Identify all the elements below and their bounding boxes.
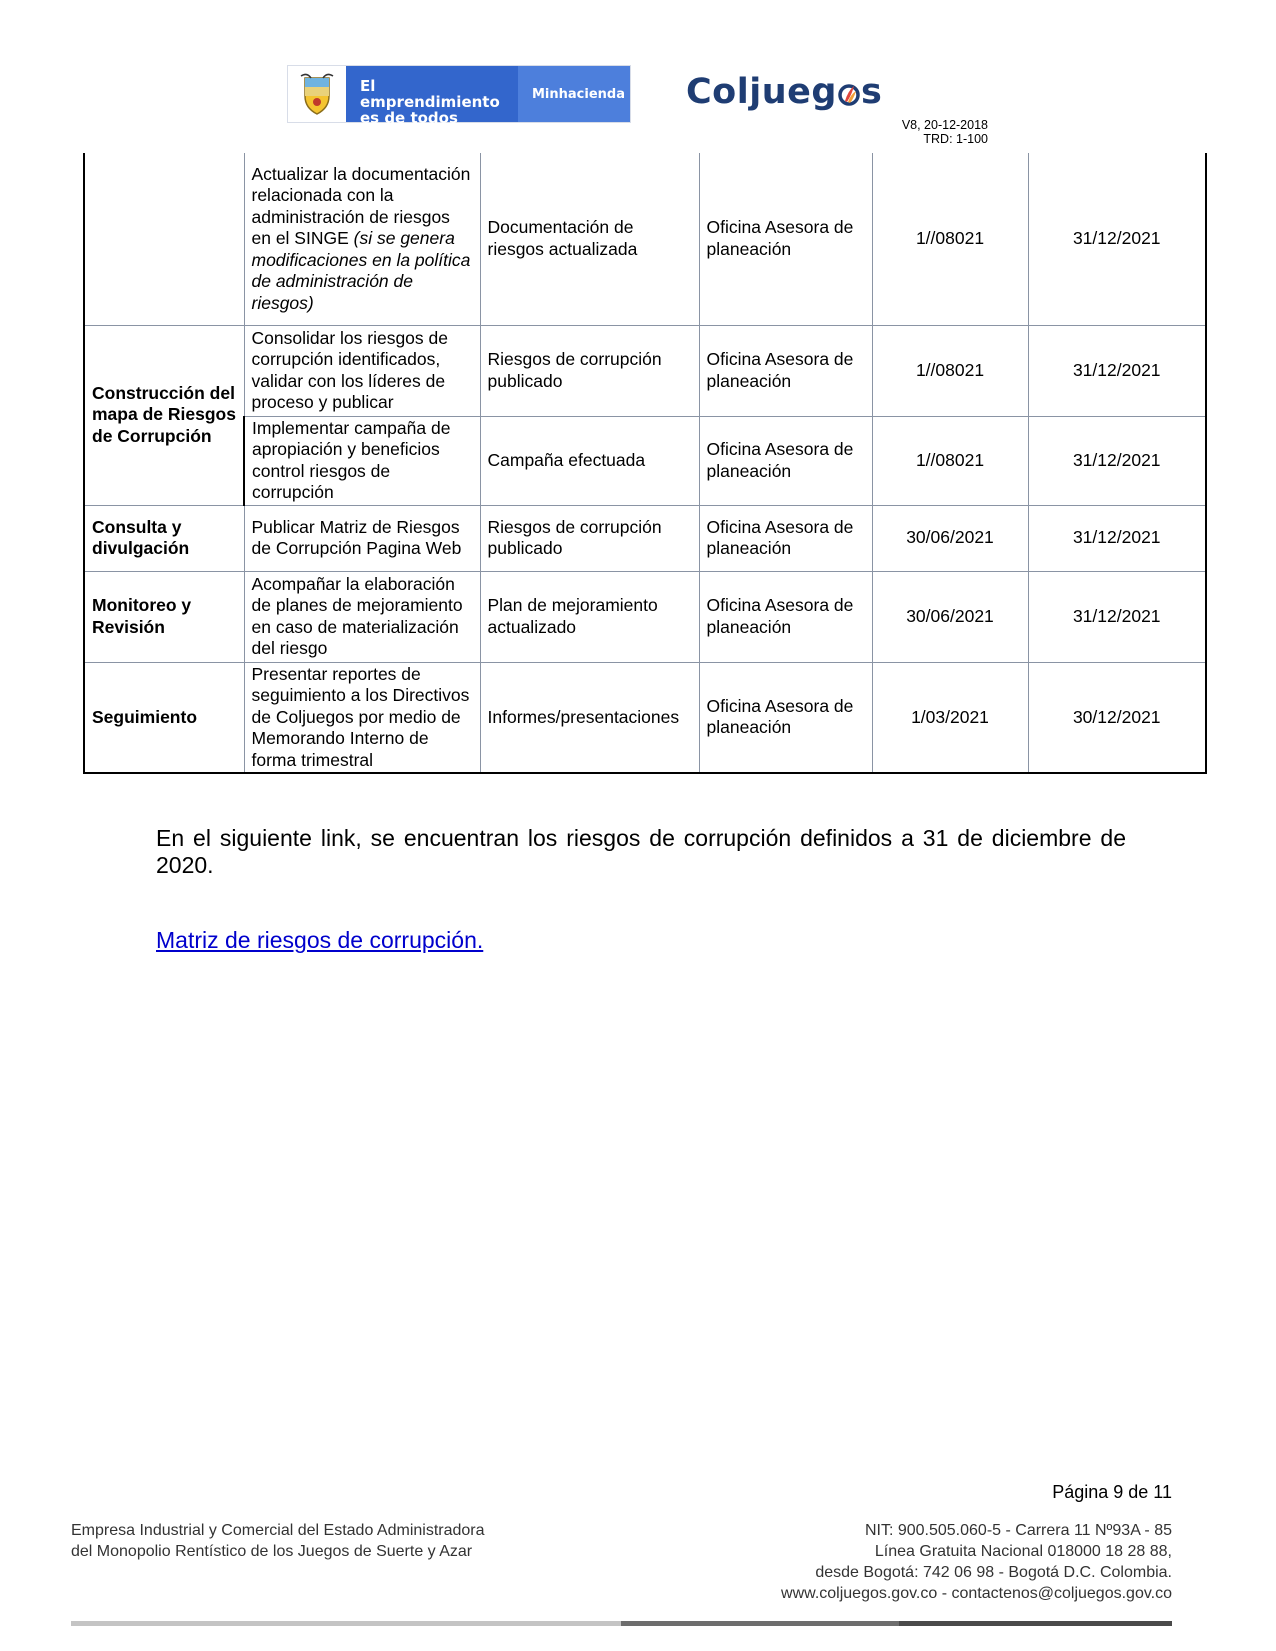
colombia-shield-icon xyxy=(288,66,346,122)
product-cell: Plan de mejoramiento actualizado xyxy=(480,571,699,662)
start-date-cell: 1//08021 xyxy=(872,416,1028,505)
product-cell: Riesgos de corrupción publicado xyxy=(480,325,699,416)
responsible-cell: Oficina Asesora de planeación xyxy=(699,571,872,662)
product-cell: Informes/presentaciones xyxy=(480,662,699,773)
activity-cell: Consolidar los riesgos de corrupción identificados, validar con los líderes de proceso y publicar xyxy=(244,325,480,416)
intro-paragraph: En el siguiente link, se encuentran los riesgos de corrupción definidos a 31 de diciembre de 2020. xyxy=(156,825,1126,878)
footer-divider xyxy=(71,1621,1172,1626)
table-row xyxy=(84,325,1206,416)
activity-cell: Publicar Matriz de Riesgos de Corrupción Pagina Web xyxy=(244,505,480,571)
activity-cell: Implementar campaña de apropiación y beneficios control riesgos de corrupción xyxy=(244,416,480,505)
responsible-cell: Oficina Asesora de planeación xyxy=(699,416,872,505)
start-date-cell: 30/06/2021 xyxy=(872,505,1028,571)
product-cell: Documentación de riesgos actualizada xyxy=(480,153,699,325)
end-date-cell: 31/12/2021 xyxy=(1028,505,1206,571)
stage-cell: Seguimiento xyxy=(84,662,244,773)
end-date-cell: 31/12/2021 xyxy=(1028,153,1206,325)
start-date-cell: 1/03/2021 xyxy=(872,662,1028,773)
responsible-cell: Oficina Asesora de planeación xyxy=(699,505,872,571)
risk-plan-table xyxy=(83,153,1207,774)
stage-cell: Consulta y divulgación xyxy=(84,505,244,571)
responsible-cell: Oficina Asesora de planeación xyxy=(699,153,872,325)
activity-cell: Presentar reportes de seguimiento a los Directivos de Coljuegos por medio de Memorando Interno de forma trimestral xyxy=(244,662,480,773)
table-row xyxy=(84,505,1206,571)
brand-flame-icon xyxy=(838,81,860,107)
end-date-cell: 31/12/2021 xyxy=(1028,571,1206,662)
ministry-label: Minhacienda xyxy=(518,66,630,122)
responsible-cell: Oficina Asesora de planeación xyxy=(699,325,872,416)
product-cell: Campaña efectuada xyxy=(480,416,699,505)
activity-cell: Acompañar la elaboración de planes de mejoramiento en caso de materialización del riesgo xyxy=(244,571,480,662)
activity-cell: Actualizar la documentación relacionada con la administración de riesgos en el SINGE (si se genera modificaciones en la política de administración de riesgos) xyxy=(244,153,480,325)
end-date-cell: 31/12/2021 xyxy=(1028,325,1206,416)
stage-cell xyxy=(84,153,244,325)
document-version: V8, 20-12-2018 TRD: 1-100 xyxy=(901,118,988,146)
table-row xyxy=(84,571,1206,662)
start-date-cell: 30/06/2021 xyxy=(872,571,1028,662)
responsible-cell: Oficina Asesora de planeación xyxy=(699,662,872,773)
stage-cell: Monitoreo y Revisión xyxy=(84,571,244,662)
coljuegos-logo: Coljueg s xyxy=(686,72,883,112)
product-cell: Riesgos de corrupción publicado xyxy=(480,505,699,571)
end-date-cell: 30/12/2021 xyxy=(1028,662,1206,773)
gov-logo xyxy=(287,65,631,127)
table-row xyxy=(84,153,1206,325)
page-number: Página 9 de 11 xyxy=(1052,1482,1172,1502)
start-date-cell: 1//08021 xyxy=(872,325,1028,416)
end-date-cell: 31/12/2021 xyxy=(1028,416,1206,505)
table-row xyxy=(84,662,1206,773)
footer-contact-info: NIT: 900.505.060-5 - Carrera 11 Nº93A - 85 Línea Gratuita Nacional 018000 18 28 88, desde Bogotá: 742 06 98 - Bogotá D.C. Colombia. www.coljuegos.gov.co - contactenos@coljuegos.gov.co xyxy=(781,1522,1172,1602)
footer-company-info: Empresa Industrial y Comercial del Estado Administradora del Monopolio Rentístico de los Juegos de Suerte y Azar xyxy=(71,1522,485,1560)
start-date-cell: 1//08021 xyxy=(872,153,1028,325)
stage-cell: Construcción del mapa de Riesgos de Corrupción xyxy=(84,325,244,505)
gov-slogan: El emprendimiento es de todos xyxy=(346,66,518,122)
risk-matrix-link[interactable]: Matriz de riesgos de corrupción. xyxy=(156,927,484,953)
table-row xyxy=(84,416,1206,505)
